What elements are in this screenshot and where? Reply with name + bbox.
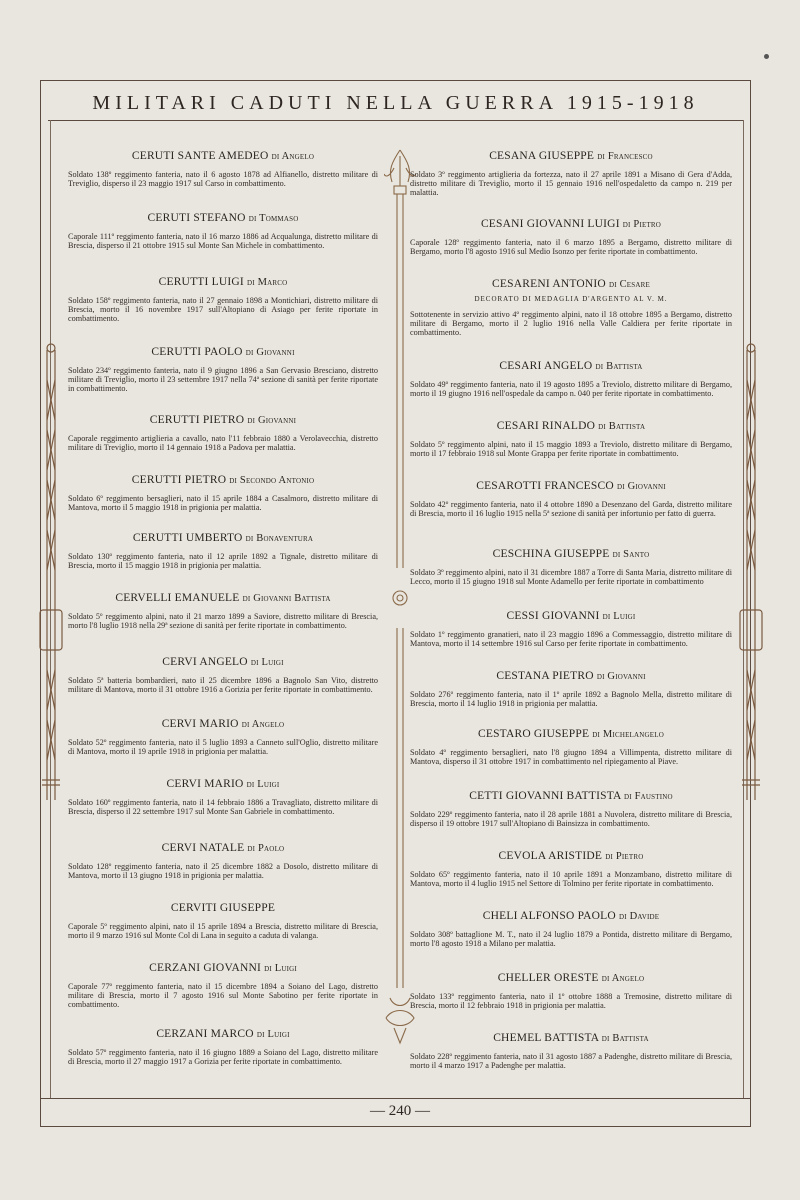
entry-bio: Soldato 5º reggimento alpini, nato il 15 maggio 1893 a Treviolo, distretto militare di Bergamo, morto il 17 febbraio 1918 sul Monte Grappa per ferite riportate in combattimento.	[410, 440, 732, 459]
entry-parent: di Michelangelo	[592, 729, 665, 740]
entry-cesari-rinaldo	[410, 420, 732, 458]
entry-parent: di Pietro	[622, 219, 662, 230]
entry-cerutti-paolo	[68, 346, 378, 394]
entry-parent: di Luigi	[264, 963, 297, 974]
entry-cerzani-marco	[68, 1028, 378, 1066]
entry-parent: di Giovanni	[245, 347, 295, 358]
entry-parent: di Angelo	[601, 973, 645, 984]
entry-name: CESTANA PIETRO	[496, 670, 594, 682]
entry-name: CHEMEL BATTISTA	[493, 1032, 599, 1044]
entry-cesana-giuseppe	[410, 150, 732, 198]
entry-bio: Caporale 128º reggimento fanteria, nato il 6 marzo 1895 a Bergamo, distretto militare di Bergamo, morto l'8 agosto 1916 sul Medio Isonzo per ferite riportate in combattimento.	[410, 238, 732, 257]
entry-bio: Soldato 130º reggimento fanteria, nato il 12 aprile 1892 a Tignale, distretto militare di Brescia, morto il 15 maggio 1918 in prigionia per malattia.	[68, 552, 378, 571]
entry-cerzani-giovanni	[68, 962, 378, 1010]
entry-cervi-mario-angelo	[68, 718, 378, 756]
entry-cestaro-giuseppe	[410, 728, 732, 766]
entry-name: CERZANI GIOVANNI	[149, 962, 262, 974]
entry-name: CERVI MARIO	[166, 778, 244, 790]
entry-bio: Soldato 128º reggimento fanteria, nato il 25 dicembre 1882 a Dosolo, distretto militare di Mantova, morto il 13 giugno 1918 in prigionia per malattia.	[68, 862, 378, 881]
entry-name: CERVI ANGELO	[162, 656, 248, 668]
entry-name: CERUTTI LUIGI	[158, 276, 244, 288]
entry-ceschina-giuseppe	[410, 548, 732, 586]
entry-name: CHELLER ORESTE	[497, 972, 599, 984]
entry-cerutti-pietro-secondo	[68, 474, 378, 512]
entry-name: CERVELLI EMANUELE	[115, 592, 240, 604]
entry-cervi-angelo	[68, 656, 378, 694]
entry-cerviti-giuseppe	[68, 902, 378, 940]
entry-cesarotti-francesco	[410, 480, 732, 518]
entry-parent: di Giovanni	[247, 415, 297, 426]
entry-parent: di Marco	[247, 277, 288, 288]
entry-bio: Soldato 308º battaglione M. T., nato il 24 luglio 1879 a Pontida, distretto militare di Bergamo, morto l'8 agosto 1918 a Milano per malattia.	[410, 930, 732, 949]
entry-name: CERUTTI PIETRO	[131, 474, 227, 486]
entry-name: CESARI ANGELO	[499, 360, 593, 372]
entry-bio: Sottotenente in servizio attivo 4º reggimento alpini, nato il 18 ottobre 1895 a Bergamo, distretto militare di Bergamo, morto il 2 luglio 1916 nella Valle Caldiera per ferite riportate in combattimento.	[410, 310, 732, 338]
entry-parent: di Bonaventura	[245, 533, 314, 544]
page-edge-dot	[764, 54, 769, 59]
entry-name: CESCHINA GIUSEPPE	[492, 548, 610, 560]
entry-name: CESANI GIOVANNI LUIGI	[480, 218, 620, 230]
page-number: — 240 —	[370, 1103, 430, 1119]
entry-parent: di Luigi	[602, 611, 636, 622]
entry-parent: di Davide	[618, 911, 660, 922]
entry-bio: Soldato 160º reggimento fanteria, nato il 14 febbraio 1886 a Travagliato, distretto militare di Brescia, disperso il 22 settembre 1917 sul Monte San Gabriele in combattimento.	[68, 798, 378, 817]
entry-name: CERUTI STEFANO	[147, 212, 246, 224]
entry-cesareni-antonio	[410, 278, 732, 338]
entry-cervi-natale	[68, 842, 378, 880]
entry-bio: Soldato 49º reggimento fanteria, nato il 19 agosto 1895 a Treviolo, distretto militare di Bergamo, morto il 19 giugno 1916 nell'ospedale da campo n. 040 per ferite riportate in combattimento.	[410, 380, 732, 399]
entry-parent: di Pietro	[605, 851, 644, 862]
entry-name: CETTI GIOVANNI BATTISTA	[469, 790, 621, 802]
entry-bio: Soldato 3º reggimento artiglieria da fortezza, nato il 27 aprile 1891 a Misano di Gera d'Adda, distretto militare di Treviglio, morto il 15 gennaio 1916 nell'ospedaletto da campo n. 219 per malattia.	[410, 170, 732, 198]
entry-bio: Soldato 52º reggimento fanteria, nato il 5 luglio 1893 a Canneto sull'Oglio, distretto militare di Mantova, morto il 19 aprile 1918 in prigionia per malattia.	[68, 738, 378, 757]
entry-cheli-alfonso-paolo	[410, 910, 732, 948]
entry-cestana-pietro	[410, 670, 732, 708]
entry-cerutti-pietro-giovanni	[68, 414, 378, 452]
entry-bio: Soldato 234º reggimento fanteria, nato il 9 giugno 1896 a San Gervasio Bresciano, distretto militare di Treviglio, morto il 23 settembre 1917 nella 74ª sezione di sanità per ferite riportate in combattimento.	[68, 366, 378, 394]
entry-bio: Soldato 65º reggimento fanteria, nato il 10 aprile 1891 a Monzambano, distretto militare di Mantova, morto il 4 luglio 1915 nel Settore di Tolmino per ferite riportate in combattimento.	[410, 870, 732, 889]
medal-decoration: DECORATO DI MEDAGLIA D'ARGENTO AL V. M.	[474, 295, 668, 303]
entry-bio: Soldato 57º reggimento fanteria, nato il 16 giugno 1889 a Soiano del Lago, distretto militare di Brescia, morto il 27 maggio 1917 a Gorizia per ferite riportate in combattimento.	[68, 1048, 378, 1067]
entry-bio: Soldato 138º reggimento fanteria, nato il 6 agosto 1878 ad Alfianello, distretto militare di Treviglio, disperso il 23 maggio 1917 sul Carso in combattimento.	[68, 170, 378, 189]
entry-name: CHELI ALFONSO PAOLO	[482, 910, 616, 922]
entry-name: CERUTTI PAOLO	[151, 346, 243, 358]
entry-parent: di Battista	[598, 421, 646, 432]
entry-parent: di Paolo	[247, 843, 285, 854]
entry-parent: di Faustino	[623, 791, 673, 802]
entry-bio: Soldato 3º reggimento alpini, nato il 31 dicembre 1887 a Torre di Santa Maria, distretto militare di Lecco, morto il 15 giugno 1918 sul Monte Adamello per ferite riportate in combattimento	[410, 568, 732, 587]
entry-name: CERUTTI UMBERTO	[132, 532, 243, 544]
entry-bio: Soldato 229º reggimento fanteria, nato il 28 aprile 1881 a Nuvolera, distretto militare di Brescia, disperso il 19 ottobre 1917 sull'Altopiano di Bainsizza in combattimento.	[410, 810, 732, 829]
entry-name: CESARI RINALDO	[496, 420, 596, 432]
entry-bio: Caporale reggimento artiglieria a cavallo, nato l'11 febbraio 1880 a Verolavecchia, distretto militare di Treviglio, morto il 14 gennaio 1918 a Padova per malattia.	[68, 434, 378, 453]
entry-cevola-aristide	[410, 850, 732, 888]
entry-parent: di Luigi	[250, 657, 284, 668]
entry-name: CERUTTI PIETRO	[149, 414, 245, 426]
entry-bio: Soldato 1º reggimento granatieri, nato il 23 maggio 1896 a Commessaggio, distretto militare di Mantova, morto il 14 settembre 1916 sul Carso per ferite riportate in combattimento.	[410, 630, 732, 649]
entry-ceruti-sante-amedeo	[68, 150, 378, 188]
entry-parent: di Cesare	[608, 279, 650, 290]
entry-ceruti-stefano	[68, 212, 378, 250]
entry-name: CESTARO GIUSEPPE	[477, 728, 590, 740]
entry-parent: di Santo	[612, 549, 650, 560]
entry-parent: di Giovanni	[596, 671, 646, 682]
entry-parent: di Battista	[601, 1033, 649, 1044]
entry-cesani-giovanni-luigi	[410, 218, 732, 256]
entry-parent: di Luigi	[256, 1029, 290, 1040]
entry-bio: Soldato 228º reggimento fanteria, nato il 31 agosto 1887 a Padenghe, distretto militare di Brescia, morto il 4 marzo 1917 a Padenghe per malattia.	[410, 1052, 732, 1071]
entry-name: CERUTI SANTE AMEDEO	[131, 150, 269, 162]
entry-parent: di Luigi	[246, 779, 280, 790]
entry-bio: Soldato 4º reggimento bersaglieri, nato l'8 giugno 1894 a Villimpenta, distretto militare di Mantova, disperso il 31 ottobre 1917 in combattimento nel ripiegamento al Piave.	[410, 748, 732, 767]
entry-cervelli-emanuele	[68, 592, 378, 630]
entry-parent: di Tommaso	[248, 213, 299, 224]
entry-parent: di Giovanni	[616, 481, 666, 492]
entry-parent: di Angelo	[241, 719, 285, 730]
entry-bio: Soldato 133º reggimento fanteria, nato il 1º ottobre 1888 a Tremosine, distretto militare di Brescia, morto il 12 febbraio 1918 in prigionia per malattia.	[410, 992, 732, 1011]
entry-bio: Caporale 5º reggimento alpini, nato il 15 aprile 1894 a Brescia, distretto militare di Brescia, morto il 9 marzo 1916 sul Monte Col di Lana in seguito a caduta di valanga.	[68, 922, 378, 941]
entry-name: CEVOLA ARISTIDE	[498, 850, 603, 862]
entry-bio: Soldato 5ª batteria bombardieri, nato il 25 dicembre 1896 a Bagnolo San Vito, distretto militare di Mantova, morto il 31 ottobre 1916 a Gorizia per ferite riportate in combattimento.	[68, 676, 378, 695]
left-pillar-ornament	[38, 340, 64, 810]
entry-parent: di Secondo Antonio	[229, 475, 315, 486]
entry-name: CERVI NATALE	[161, 842, 245, 854]
entry-parent: di Angelo	[271, 151, 315, 162]
entry-bio: Soldato 5º reggimento alpini, nato il 21 marzo 1899 a Saviore, distretto militare di Brescia, morto l'8 luglio 1918 nella 29ª sezione di sanità per ferite riportate in combattimento.	[68, 612, 378, 631]
entry-chemel-battista	[410, 1032, 732, 1070]
entry-name: CERZANI MARCO	[156, 1028, 254, 1040]
entry-bio: Soldato 276º reggimento fanteria, nato il 1º aprile 1892 a Bagnolo Mella, distretto militare di Brescia, morto il 14 luglio 1918 in prigionia per malattia.	[410, 690, 732, 709]
entry-bio: Soldato 42º reggimento fanteria, nato il 4 ottobre 1890 a Desenzano del Garda, distretto militare di Brescia, morto il 16 luglio 1915 nella 5ª sezione di sanità per infortunio per fatto di guerra.	[410, 500, 732, 519]
entry-cerutti-luigi	[68, 276, 378, 324]
entry-bio: Soldato 6º reggimento bersaglieri, nato il 15 aprile 1884 a Casalmoro, distretto militare di Mantova, morto il 5 maggio 1918 in prigionia per malattia.	[68, 494, 378, 513]
right-pillar-ornament	[738, 340, 764, 810]
entry-name: CESARENI ANTONIO	[492, 278, 606, 290]
entry-name: CESSI GIOVANNI	[506, 610, 600, 622]
entry-name: CERVITI GIUSEPPE	[170, 902, 276, 914]
entry-cesari-angelo	[410, 360, 732, 398]
entry-parent: di Francesco	[597, 151, 653, 162]
entry-cessi-giovanni	[410, 610, 732, 648]
entry-name: CERVI MARIO	[161, 718, 239, 730]
entry-bio: Caporale 111º reggimento fanteria, nato il 16 marzo 1886 ad Acqualunga, distretto militare di Brescia, disperso il 21 ottobre 1915 sul Monte San Michele in combattimento.	[68, 232, 378, 251]
entry-parent: di Battista	[595, 361, 643, 372]
footer-rule	[40, 1098, 751, 1099]
entry-cerutti-umberto	[68, 532, 378, 570]
entry-bio: Caporale 77º reggimento fanteria, nato il 15 dicembre 1894 a Soiano del Lago, distretto militare di Brescia, morto il 7 agosto 1916 sul Monte Sabotino per ferite riportate in combattimento.	[68, 982, 378, 1010]
entry-cervi-mario-luigi	[68, 778, 378, 816]
entry-cetti-giovanni-battista	[410, 790, 732, 828]
entry-parent: di Giovanni Battista	[242, 593, 331, 604]
entry-bio: Soldato 158º reggimento fanteria, nato il 27 gennaio 1898 a Montichiari, distretto militare di Brescia, morto il 16 novembre 1917 sull'Altopiano di Asiago per ferite riportate in combattimento.	[68, 296, 378, 324]
page-header	[48, 86, 743, 121]
entry-name: CESAROTTI FRANCESCO	[476, 480, 614, 492]
entry-cheller-oreste	[410, 972, 732, 1010]
page-title: MILITARI CADUTI NELLA GUERRA 1915-1918	[92, 91, 699, 114]
entry-name: CESANA GIUSEPPE	[489, 150, 595, 162]
